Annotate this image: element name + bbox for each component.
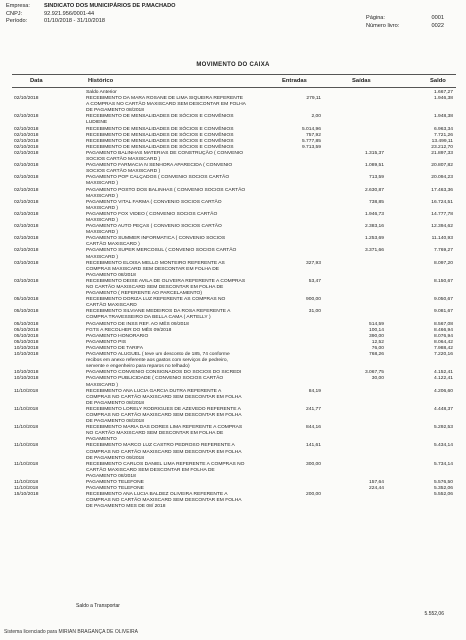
row-saldo: 17.463,36 <box>431 187 453 193</box>
row-entrada: 241,77 <box>306 406 321 412</box>
row-entrada: 53,47 <box>308 278 321 284</box>
row-historico: RECEBIMENTO LORELY RODRIGUES DE AZEVEDO REFERENTE A COMPRAS NO CARTÃO MAXISCARD SEM DESCONTAR EM FOLHA DE PAGAMENTO 08/2018 <box>86 406 242 425</box>
row-date: 11/10/2018 <box>14 480 39 485</box>
table-row <box>12 96 456 114</box>
row-entrada: 84,19 <box>308 388 321 394</box>
row-entrada: 5.777,85 <box>301 138 321 144</box>
row-historico: PAGAMENTO TELEFONE <box>86 486 144 492</box>
empresa-label: Empresa: <box>6 3 30 9</box>
livro-value: 0022 <box>431 22 444 29</box>
row-saldo: 7.220,16 <box>433 352 453 358</box>
row-saida: 514,59 <box>369 321 384 327</box>
row-entrada: 31,00 <box>308 309 321 315</box>
col-saldo: Saldo <box>430 78 446 84</box>
row-date: 02/10/2018 <box>14 96 39 102</box>
row-saldo: 11.140,93 <box>431 236 453 242</box>
table-row <box>12 352 456 370</box>
cnpj-label: CNPJ: <box>6 10 23 17</box>
row-saida: 224,44 <box>369 486 384 492</box>
table-row <box>12 279 456 297</box>
table-row <box>12 151 456 163</box>
row-historico: RECEBIMENTO ANA LUCIA GARCIA DUTRA REFERENTE A COMPRAS NO CARTÃO MAXISCARD SEM DESCONTAR EM FOLHA DE PAGAMENTO 08/2018 <box>86 388 242 406</box>
row-historico: Saldo Anterior <box>86 90 117 95</box>
table-row <box>12 248 456 260</box>
row-historico: PAGAMENTO POP CALÇADOS ( CONVENIO SOCIOS CARTÃO MAXISCARD ) <box>86 175 230 187</box>
row-historico: PAGAMENTO CONVENIO CONSIGNADOS DO SOCIOS DO SICREDI <box>86 370 242 376</box>
row-saldo: 1.667,27 <box>433 90 453 95</box>
row-historico: RECEBIMENTO DE MENSALIDADES DE SÓCIOS E CONVÊNIOS <box>86 144 234 150</box>
livro-label: Número livro: <box>366 22 400 29</box>
row-date: 15/10/2018 <box>14 492 39 498</box>
row-entrada: 900,00 <box>306 297 321 303</box>
row-date: 11/10/2018 <box>14 461 39 467</box>
row-historico: RECEBIMENTO CARLOS DANIEL LIMA REFERENTE A COMPRAS NO CARTÃO MAXISCARD SEM DESCONTAR EM FOLHA DE PAGAMENTO 08/2018 <box>86 461 245 479</box>
row-saldo: 8.150,67 <box>433 278 453 284</box>
row-historico: PAGAMENTO PUBLICIDADE ( CONVENIO SOCIOS CARTÃO MAXISCARD ) <box>86 376 224 388</box>
row-saldo: 16.724,51 <box>431 199 453 205</box>
row-saldo: 12.394,62 <box>431 224 453 230</box>
row-historico: RECEBIMENTO DORIZA LUZ REFERENTE AS COMPRAS NO CARTÃO MAXISCARD <box>86 297 226 309</box>
row-historico: PAGAMENTO AUTO PEÇAS ( CONVENIO SOCIOS CARTÃO MAXISCARD ) <box>86 224 222 236</box>
row-saldo: 23.212,70 <box>431 144 453 150</box>
row-date: 10/10/2018 <box>14 352 39 358</box>
table-row <box>12 376 456 388</box>
row-date: 02/10/2018 <box>14 211 39 217</box>
table-row <box>12 425 456 443</box>
periodo-value: 01/10/2018 - 31/10/2018 <box>44 18 105 25</box>
row-historico: RECEBIMENTO DA MARA ROSANE DE LIMA SIQUEIRA REFERENTE A COMPRAS NO CARTÃO MAXISCARD SEM DESCONTAR EM FOLHA DE PAGAMENTO 08/2018 <box>86 96 246 114</box>
periodo-label: Período: <box>6 18 28 25</box>
table-row <box>12 224 456 236</box>
table-row <box>12 407 456 425</box>
row-historico: RECEBIMENTO DE MENSALIDADES DE SÓCIOS E CONVÊNIOS <box>86 132 234 138</box>
row-historico: RECEBIMENTO SILVIANE MEDEIROS DA ROSA REFERENTE A COMPRA TRAVESSEIRO DA BELLA CAMA ( ARTELLY ) <box>86 309 231 321</box>
row-date: 05/10/2018 <box>14 309 39 315</box>
table-row <box>12 188 456 200</box>
row-historico: PAGAMENTO HONORARIO <box>86 333 149 339</box>
row-historico: PAGAMENTO SUMMER INFORMATICA ( CONVENIO SOCIOS CARTÃO MAXISCARD ) <box>86 236 226 248</box>
row-entrada: 2,00 <box>311 114 321 120</box>
row-historico: RECEBIMENTO MARIA DAS DORES LIMA REFERENTE A COMPRAS NO CARTÃO MAXISCARD SEM DESCONTAR EM FOLHA DE PAGAMENTO <box>86 425 243 443</box>
row-date: 05/10/2018 <box>14 339 39 345</box>
table-row <box>12 309 456 321</box>
col-data: Data <box>30 78 43 84</box>
row-saldo: 4.206,60 <box>433 388 453 394</box>
row-saldo: 5.734,14 <box>433 461 453 467</box>
row-historico: PAGAMENTO DE TARIFA <box>86 345 143 351</box>
row-saldo: 5.576,50 <box>433 480 453 485</box>
row-historico: RECEBIMENTO DE MENSALIDADES DE SÓCIOS E CONVÊNIOS <box>86 126 234 132</box>
row-saida: 1.946,73 <box>364 211 384 217</box>
row-entrada: 200,00 <box>306 492 321 498</box>
row-date: 02/10/2018 <box>14 150 39 156</box>
row-saida: 768,26 <box>369 352 384 358</box>
row-date: 10/10/2018 <box>14 370 39 376</box>
row-historico: PAGAMENTO FARMACIA N SENHORA APARECIDA ( CONVENIO SOCIOS CARTÃO MAXISCARD ) <box>86 163 233 175</box>
company-header <box>6 3 175 26</box>
row-saldo: 9.081,67 <box>433 309 453 315</box>
row-saldo: 7.721,26 <box>433 132 453 138</box>
system-license: Sistema licenciado para MIRIAN BRAGANÇA DE OLIVEIRA <box>4 629 138 635</box>
table-row <box>12 212 456 224</box>
row-saida: 100,14 <box>369 327 384 333</box>
row-saldo: 1.948,38 <box>433 114 453 120</box>
book-info <box>366 15 444 30</box>
row-saldo: 4.122,41 <box>433 376 453 382</box>
row-date: 02/10/2018 <box>14 144 39 150</box>
col-entradas: Entradas <box>282 78 307 84</box>
row-date: 03/10/2018 <box>14 260 39 266</box>
row-saldo: 5.292,53 <box>433 425 453 431</box>
row-saldo: 4.448,37 <box>433 406 453 412</box>
row-saida: 2.630,87 <box>364 187 384 193</box>
row-date: 02/10/2018 <box>14 163 39 169</box>
row-saldo: 13.499,11 <box>431 138 453 144</box>
row-saldo: 8.466,94 <box>433 327 453 333</box>
row-saida: 1.089,51 <box>364 163 384 169</box>
row-entrada: 300,00 <box>306 461 321 467</box>
row-saldo: 20.094,23 <box>431 175 453 181</box>
row-saldo: 7.988,42 <box>433 345 453 351</box>
row-historico: PAGAMENTO TELEFONE <box>86 480 144 485</box>
row-historico: PAGAMENTO FOX VIDEO ( CONVENIO SOCIOS CARTÃO MAXISCARD ) <box>86 211 218 223</box>
row-saldo: 8.076,94 <box>433 333 453 339</box>
row-saldo: 1.946,38 <box>433 96 453 102</box>
row-saldo: 8.064,42 <box>433 339 453 345</box>
row-date: 02/10/2018 <box>14 114 39 120</box>
row-saida: 157,64 <box>369 480 384 485</box>
row-date: 05/10/2018 <box>14 297 39 303</box>
row-entrada: 5.014,96 <box>301 126 321 132</box>
row-historico: RECEBIMENTO DE MENSALIDADES DE SÓCIOS E CONVÊNIOS LUDIENE <box>86 114 234 126</box>
row-date: 11/10/2018 <box>14 388 39 394</box>
row-date: 02/10/2018 <box>14 187 39 193</box>
row-saida: 12,52 <box>371 339 384 345</box>
col-saidas: Saídas <box>352 78 371 84</box>
row-saida: 3.067,75 <box>364 370 384 376</box>
row-historico: PAGAMENTO BALINHAS MATERIAS DE CONSTRUÇÃO ( CONVENIO SOCIOS CARTÃO MAXISCARD ) <box>86 150 244 163</box>
row-date: 11/10/2018 <box>14 486 39 492</box>
row-historico: RECEBIMENTO DEISE AVILA DE OLIVEIRA REFERENTE A COMPRAS NO CARTÃO MAXISCARD SEM DESCONTAR EM FOLHA DE PAGAMENTO ( REFERENTE AO PARCELAMENTO) <box>86 278 246 297</box>
table-row <box>12 492 456 510</box>
row-date: 03/10/2018 <box>14 278 39 284</box>
row-date: 02/10/2018 <box>14 132 39 138</box>
row-date: 10/10/2018 <box>14 345 39 351</box>
row-historico: FGTS A RECOLHER DO MÊS 09/2018 <box>86 327 172 333</box>
table-row <box>12 462 456 480</box>
row-historico: PAGAMENTO VITAL FARMA ( CONVENIO SOCIOS CARTÃO MAXISCARD ) <box>86 199 222 211</box>
table-row <box>12 175 456 187</box>
table-row <box>12 114 456 126</box>
row-date: 02/10/2018 <box>14 248 39 254</box>
table-body <box>12 90 456 510</box>
row-saida: 30,00 <box>371 376 384 382</box>
row-historico: RECEBIMENTO MARCO LUZ CASTRO PEDROSO REFERENTE A COMPRAS NO CARTÃO MAXISCARD SEM DESCONTAR EM FOLHA DE PAGAMENTO 09/2018 <box>86 443 242 461</box>
table-row <box>12 236 456 248</box>
cnpj-value: 92.921.956/0001-44 <box>44 10 95 17</box>
row-date: 02/10/2018 <box>14 199 39 205</box>
row-saida: 713,59 <box>369 175 384 181</box>
row-date: 11/10/2018 <box>14 443 39 449</box>
row-date: 02/10/2018 <box>14 175 39 181</box>
row-saida: 76,00 <box>371 345 384 351</box>
row-historico: RECEBIMENTO ELOISA MELLO MONTEIRO REFERENTE AS COMPRAS MAXISCARD SEM DESCONTAR EM FOLHA DE PAGAMENTO 08/2018 <box>86 260 225 278</box>
saldo-final-value: 5.552,06 <box>424 611 444 617</box>
row-date: 11/10/2018 <box>14 406 39 412</box>
row-entrada: 141,61 <box>306 443 321 449</box>
row-saldo: 9.050,67 <box>433 297 453 303</box>
row-date: 10/10/2018 <box>14 376 39 382</box>
row-entrada: 327,93 <box>306 260 321 266</box>
row-saldo: 8.567,08 <box>433 321 453 327</box>
saldo-transportar-label: Saldo a Transportar <box>76 603 120 609</box>
row-date: 11/10/2018 <box>14 425 39 431</box>
pagina-label: Página: <box>366 15 385 21</box>
report-title: MOVIMENTO DO CAIXA <box>196 62 270 68</box>
row-date: 05/10/2018 <box>14 333 39 339</box>
table-row <box>12 200 456 212</box>
row-saldo: 4.152,41 <box>433 370 453 376</box>
row-saldo: 5.434,14 <box>433 443 453 449</box>
row-date: 05/10/2018 <box>14 327 39 333</box>
table-header <box>12 74 456 88</box>
row-date: 02/10/2018 <box>14 224 39 230</box>
row-date: 02/10/2018 <box>14 126 39 132</box>
row-historico: PAGAMENTO SUPER MERCOSUL ( CONVENIO SOCIOS CARTÃO MAXISCARD ) <box>86 248 237 260</box>
col-historico: Histórico <box>88 78 114 84</box>
row-saida: 738,85 <box>369 199 384 205</box>
row-saldo: 8.097,20 <box>433 260 453 266</box>
row-historico: PAGAMENTO DE INSS REF. AO MÊS 09/2018 <box>86 321 189 327</box>
pagina-value: 0001 <box>431 15 444 21</box>
row-saldo: 7.769,27 <box>433 248 453 254</box>
row-saida: 1.315,37 <box>364 150 384 156</box>
row-historico: PAGAMENTO POSTO DOS BALINHAS ( CONVENIO SOCIOS CARTÃO MAXISCARD ) <box>86 187 246 199</box>
row-saldo: 6.963,34 <box>433 126 453 132</box>
row-historico: RECEBIMENTO ANA LUCIA BALDEZ OLIVEIRA REFERENTE A COMPRAS NO CARTÃO MAXISCARD SEM DESCONTAR EM FOLHA DE PAGAMENTO MES DE 08/ 2018 <box>86 492 242 510</box>
table-row <box>12 261 456 279</box>
row-historico: RECEBIMENTO DE MENSALIDADES DE SÓCIOS E CONVÊNIOS <box>86 138 234 144</box>
row-saldo: 5.552,06 <box>433 492 453 498</box>
row-saldo: 5.352,06 <box>433 486 453 492</box>
row-entrada: 844,16 <box>306 425 321 431</box>
row-entrada: 757,92 <box>306 132 321 138</box>
row-historico: PAGAMENTO PIS <box>86 339 127 345</box>
row-date: 02/10/2018 <box>14 138 39 144</box>
table-row <box>12 443 456 461</box>
row-saida: 2.383,16 <box>364 224 384 230</box>
row-saida: 390,00 <box>369 333 384 339</box>
row-date: 02/10/2018 <box>14 236 39 242</box>
row-saldo: 21.897,33 <box>431 150 453 156</box>
table-row <box>12 297 456 309</box>
row-saida: 1.253,69 <box>364 236 384 242</box>
empresa-value: SINDICATO DOS MUNICIPÁRIOS DE P.MACHADO <box>44 3 176 9</box>
row-saldo: 14.777,78 <box>431 211 453 217</box>
row-entrada: 279,11 <box>306 96 321 102</box>
row-historico: PAGAMENTO ALUGUEL ( teve um desconto de 185, 74 conforme recibos em anexo referente aos gastos com serviços de pedreiro, servente e engenheiro para reparos no telhado) <box>86 352 230 370</box>
row-date: 05/10/2018 <box>14 321 39 327</box>
table-row <box>12 389 456 407</box>
row-entrada: 9.713,59 <box>301 144 321 150</box>
table-row <box>12 163 456 175</box>
row-saida: 3.371,66 <box>364 248 384 254</box>
row-saldo: 20.807,82 <box>431 163 453 169</box>
